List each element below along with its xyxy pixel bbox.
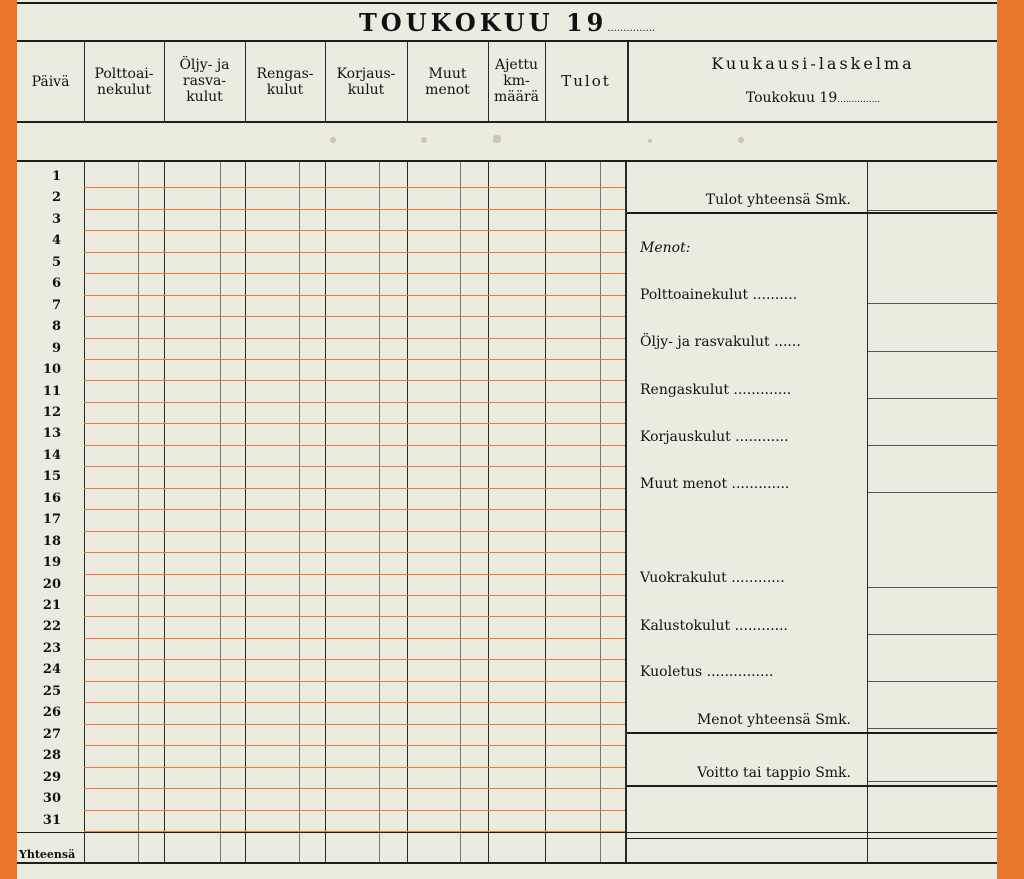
grid-column-divider [245, 162, 246, 862]
day-number: 3 [51, 211, 61, 227]
day-number: 11 [42, 383, 61, 399]
bottom-rule [17, 862, 997, 864]
profit-loss-label: Voitto tai tappio Smk. [697, 765, 851, 781]
grid-cents-divider [379, 162, 380, 862]
amount-line [868, 728, 997, 729]
binder-hole [648, 139, 652, 143]
day-number: 7 [51, 297, 61, 313]
summary-rule [627, 832, 997, 833]
grid-column-divider [407, 162, 408, 862]
summary-rule [627, 732, 997, 734]
day-number: 10 [42, 362, 61, 378]
col-header-paiva: Päivä [31, 74, 70, 90]
row-rule [84, 380, 625, 381]
day-number: 6 [51, 276, 61, 292]
other-costs-label: Muut menot ............. [640, 476, 790, 492]
day-number: 1 [51, 169, 61, 184]
grid-column-divider [325, 162, 326, 862]
row-rule [84, 552, 625, 553]
depreciation-label: Kuoletus ............... [640, 664, 774, 680]
page-title: TOUKOKUU 19............... [358, 8, 656, 37]
amount-line [868, 681, 997, 682]
day-number: 28 [42, 748, 61, 764]
row-rule [84, 338, 625, 339]
row-rule [84, 767, 625, 768]
day-number: 22 [42, 619, 61, 635]
row-rule [84, 466, 625, 467]
grid-cents-divider [138, 162, 139, 862]
day-number: 5 [51, 254, 61, 270]
row-rule [84, 359, 625, 360]
day-number: 15 [42, 469, 61, 485]
equipment-costs-label: Kalustokulut ............ [640, 618, 789, 634]
day-number: 26 [42, 705, 61, 721]
row-rule [84, 724, 625, 725]
oil-costs-label: Öljy- ja rasvakulut ...... [640, 334, 801, 350]
summary-amount-divider [867, 162, 868, 862]
row-rule [84, 616, 625, 617]
row-rule [84, 252, 625, 253]
amount-line [868, 492, 997, 493]
summary-rule [627, 838, 997, 839]
day-number: 27 [42, 726, 61, 742]
expenses-heading: Menot: [640, 240, 691, 256]
tire-costs-label: Rengaskulut ............. [640, 382, 792, 398]
row-rule [84, 316, 625, 317]
row-rule [84, 659, 625, 660]
summary-left-border [625, 162, 627, 862]
row-rule [84, 230, 625, 231]
grid-column-divider [164, 162, 165, 862]
day-number: 9 [51, 340, 61, 356]
row-rule [84, 423, 625, 424]
grid-column-divider [488, 162, 489, 862]
day-number: 18 [42, 533, 61, 549]
row-rule [84, 402, 625, 403]
day-number: 23 [42, 640, 61, 656]
day-number: 8 [51, 319, 61, 335]
grid-cents-divider [299, 162, 300, 862]
repair-costs-label: Korjauskulut ............ [640, 429, 789, 445]
row-rule [84, 509, 625, 510]
top-rule [17, 2, 997, 4]
grid-column-divider [84, 162, 85, 862]
row-rule [84, 810, 625, 811]
amount-line [868, 303, 997, 304]
total-row-label: Yhteensä [19, 848, 76, 861]
fuel-costs-label: Polttoainekulut .......... [640, 287, 798, 303]
amount-line [868, 398, 997, 399]
day-number: 19 [42, 555, 61, 571]
grid-column-divider [545, 162, 546, 862]
row-rule [84, 702, 625, 703]
total-row-top-rule [17, 832, 627, 833]
amount-line [868, 210, 997, 211]
binder-hole [738, 137, 744, 143]
day-number: 30 [42, 791, 61, 807]
binder-hole [330, 137, 336, 143]
row-rule [84, 531, 625, 532]
row-rule [84, 638, 625, 639]
header-bottom-rule [17, 121, 997, 123]
grid-cents-divider [460, 162, 461, 862]
grid-cents-divider [220, 162, 221, 862]
day-number: 2 [51, 190, 61, 206]
amount-line [868, 587, 997, 588]
day-number: 21 [42, 598, 61, 613]
amount-line [868, 445, 997, 446]
row-rule [84, 574, 625, 575]
col-header-km: Ajettu km- määrä [493, 57, 539, 105]
col-header-other: Muut menot [425, 66, 470, 98]
day-number: 4 [51, 233, 61, 249]
col-header-oil: Öljy- ja rasva- kulut [179, 57, 230, 105]
day-number: 31 [42, 812, 61, 828]
col-header-tires: Rengas- kulut [256, 66, 314, 98]
rent-costs-label: Vuokrakulut ............ [640, 570, 785, 586]
summary-title: Kuukausi-laskelma [711, 54, 915, 73]
row-rule [84, 273, 625, 274]
amount-line [868, 351, 997, 352]
binder-hole [421, 137, 427, 143]
row-rule [84, 187, 625, 188]
row-rule [84, 681, 625, 682]
income-total-label: Tulot yhteensä Smk. [705, 192, 851, 208]
binder-hole [493, 135, 501, 143]
col-header-income: Tulot [561, 72, 611, 90]
day-number: 17 [42, 512, 61, 528]
col-header-repairs: Korjaus- kulut [336, 66, 396, 98]
expenses-total-label: Menot yhteensä Smk. [696, 712, 851, 728]
day-number: 24 [42, 662, 61, 678]
row-rule [84, 745, 625, 746]
day-number: 29 [42, 769, 61, 785]
amount-line [868, 634, 997, 635]
day-number: 14 [42, 447, 61, 463]
grid-cents-divider [600, 162, 601, 862]
row-rule [84, 488, 625, 489]
row-rule [84, 295, 625, 296]
row-rule [84, 595, 625, 596]
summary-rule [627, 785, 997, 787]
day-number: 25 [42, 683, 61, 699]
ledger-sheet [17, 0, 997, 879]
summary-subtitle: Toukokuu 19............... [745, 90, 881, 106]
col-header-fuel: Polttoai- nekulut [94, 66, 154, 98]
day-number: 13 [42, 426, 61, 442]
day-number: 12 [42, 404, 61, 420]
row-rule [84, 445, 625, 446]
summary-rule [627, 212, 997, 214]
day-number: 16 [42, 490, 61, 506]
row-rule [84, 788, 625, 789]
amount-line [868, 781, 997, 782]
day-number: 20 [42, 576, 61, 592]
row-rule [84, 209, 625, 210]
